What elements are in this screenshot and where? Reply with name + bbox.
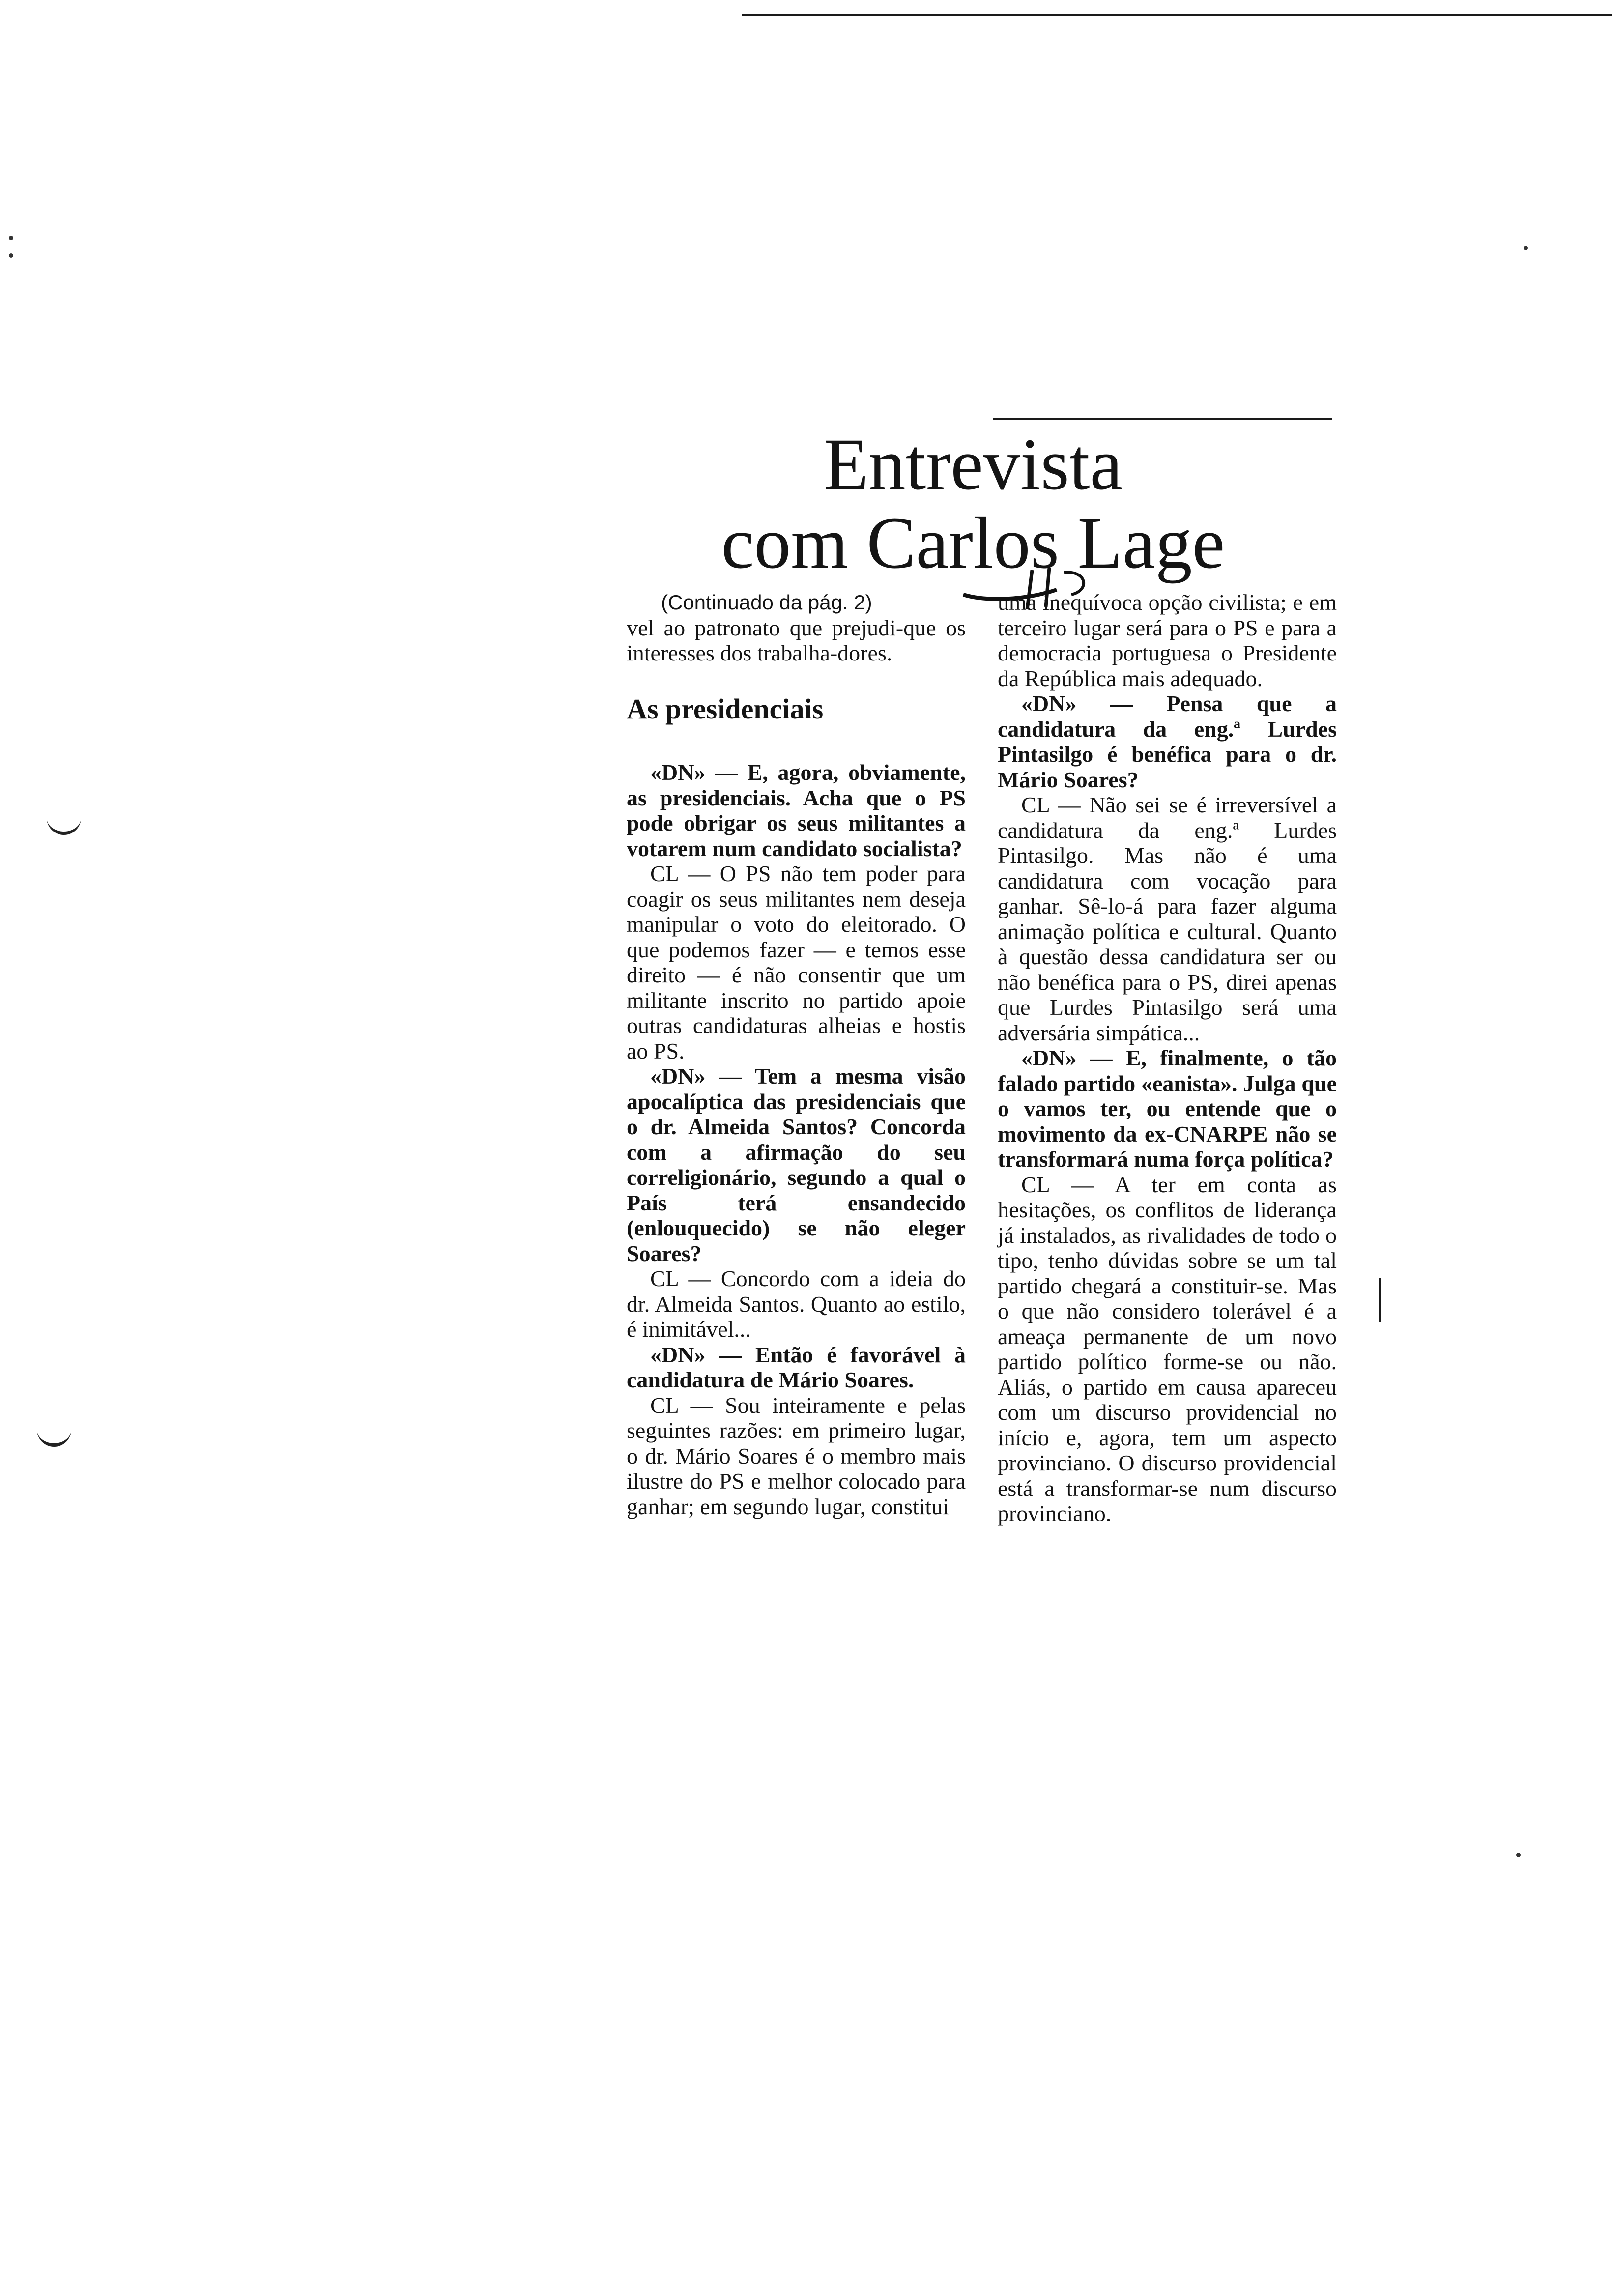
interview-answer: CL — Concordo com a ideia do dr. Almeida Santos. Quanto ao estilo, é inimitável... — [627, 1266, 966, 1342]
scan-edge-tick — [1379, 1278, 1381, 1322]
continuation-note: (Continuado da pág. 2) — [661, 591, 872, 614]
interview-answer: CL — Não sei se é irreversível a candidatura da eng.ª Lurdes Pintasilgo. Mas não é uma candidatura com vocação para ganhar. Sê-lo-á para fazer alguma animação política e cultural. Quanto à questão dessa candidatura ser ou não benéfica para o PS, direi apenas que Lurdes Pintasilgo será uma adversária simpática... — [998, 792, 1337, 1045]
interview-question: «DN» — Então é favorável à candidatura de Mário Soares. — [627, 1342, 966, 1392]
margin-mark — [47, 811, 81, 835]
scan-edge-line — [742, 14, 1612, 16]
headline-line-1: Entrevista — [823, 424, 1123, 505]
interview-question: «DN» — Pensa que a candidatura da eng.ª Lurdes Pintasilgo é benéfica para o dr. Mário Soares? — [998, 691, 1337, 792]
article-column-right — [998, 590, 1337, 1526]
interview-answer: CL — O PS não tem poder para coagir os seus militantes nem deseja manipular o voto do eleitorado. O que podemos fazer — e temos esse direito — é não consentir que um militante inscrito no partido apoie outras candidaturas alheias e hostis ao PS. — [627, 861, 966, 1063]
headline-line-2: com Carlos Lage — [721, 502, 1225, 584]
scan-speck — [1524, 246, 1528, 250]
newspaper-clipping — [604, 403, 1342, 1705]
interview-question: «DN» — Tem a mesma visão apocalíptica das presidenciais que o dr. Almeida Santos? Concorda com a afirmação do seu correligionário, segundo a qual o País terá ensandecido (enlouquecido) se não eleger Soares? — [627, 1063, 966, 1266]
subheading: As presidenciais — [627, 692, 824, 725]
interview-question: «DN» — E, agora, obviamente, as presidenciais. Acha que o PS pode obrigar os seus militantes a votarem num candidato socialista? — [627, 760, 966, 861]
interview-answer: CL — Sou inteiramente e pelas seguintes razões: em primeiro lugar, o dr. Mário Soares é o membro mais ilustre do PS e melhor colocado para ganhar; em segundo lugar, constitui — [627, 1392, 966, 1519]
interview-answer: CL — A ter em conta as hesitações, os conflitos de liderança já instalados, as rivalidades de todo o tipo, tenho dúvidas sobre se um tal partido chegará a constituir-se. Mas o que não considero tolerável é a ameaça permanente de um novo partido político forme-se ou não. Aliás, o partido em causa apareceu com um discurso providencial no início e, agora, tem um aspecto provinciano. O discurso providencial está a transformar-se num discurso provinciano. — [998, 1172, 1337, 1526]
margin-mark — [37, 1423, 71, 1447]
article-column-left — [627, 590, 966, 1519]
scan-speck — [9, 236, 13, 240]
paragraph-text: uma inequívoca opção civilista; e em terceiro lugar será para o PS e para a democracia portuguesa o Presidente da República mais adequado. — [998, 590, 1337, 691]
scan-speck — [1516, 1853, 1521, 1857]
interview-question: «DN» — E, finalmente, o tão falado partido «eanista». Julga que o vamos ter, ou entende que o movimento da ex-CNARPE não se transformará numa força política? — [998, 1045, 1337, 1172]
scan-speck — [9, 253, 13, 258]
paragraph-text: vel ao patronato que prejudi-que os interesses dos trabalha-dores. — [627, 615, 966, 665]
